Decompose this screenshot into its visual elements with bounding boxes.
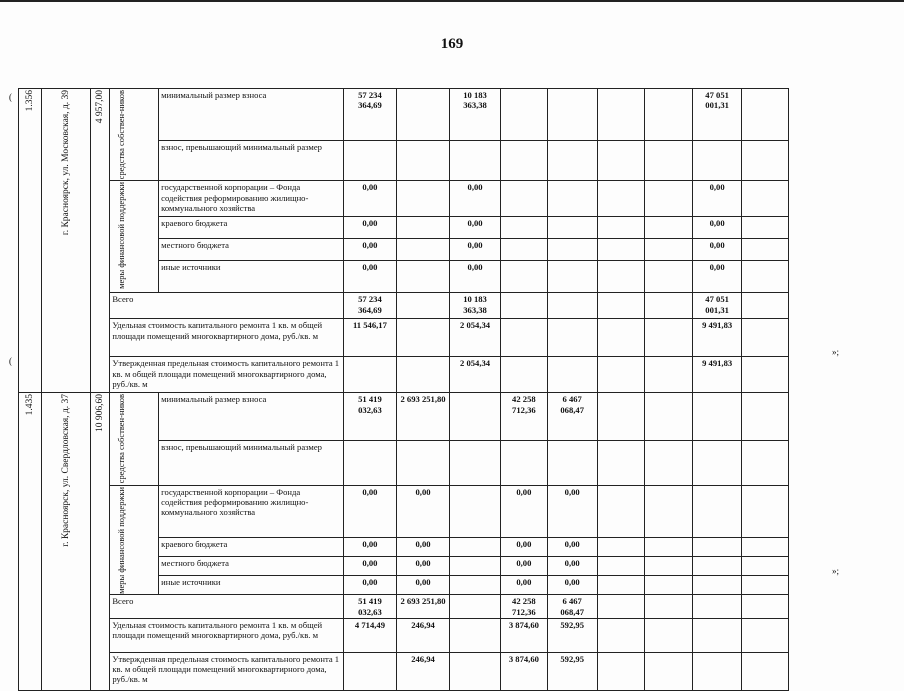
row-label: иные источники (159, 261, 344, 293)
area-cell-text: 10 906,60 (95, 394, 106, 433)
value-cell (597, 595, 645, 618)
value-cell (693, 595, 742, 618)
value-cell (742, 357, 789, 393)
row-label: государственной корпорации – Фонда содействия реформированию жилищно-коммунального хозяйства (159, 485, 344, 537)
value-cell (547, 319, 597, 357)
value-cell: 10 183 363,38 (450, 293, 501, 319)
value-cell (742, 485, 789, 537)
value-cell: 42 258 712,36 (501, 393, 548, 441)
value-cell: 0,00 (450, 181, 501, 217)
value-cell (645, 393, 693, 441)
seq-number-cell-text: 1.356 (25, 90, 36, 112)
value-cell (396, 141, 449, 181)
value-cell (501, 181, 548, 217)
value-cell (742, 652, 789, 690)
value-cell (693, 441, 742, 485)
owner-funds-group (110, 89, 159, 181)
row-label: государственной корпорации – Фонда содействия реформированию жилищно-коммунального хозяйства (159, 181, 344, 217)
value-cell: 10 183 363,38 (450, 89, 501, 141)
value-cell (742, 141, 789, 181)
row-end-mark: »; (832, 566, 840, 576)
value-cell: 592,95 (547, 652, 597, 690)
address-cell-text: г. Красноярск, ул. Свердловская, д. 37 (61, 394, 72, 548)
value-cell (693, 576, 742, 595)
value-cell (450, 652, 501, 690)
address-cell (42, 393, 91, 691)
table-row (19, 89, 826, 141)
value-cell (597, 537, 645, 556)
area-cell-text: 4 957,00 (95, 90, 106, 124)
value-cell (645, 181, 693, 217)
value-cell: 2 054,34 (450, 357, 501, 393)
value-cell (645, 652, 693, 690)
value-cell (742, 595, 789, 618)
row-label: взнос, превышающий минимальный размер (159, 441, 344, 485)
table-row (19, 293, 826, 319)
row-label: взнос, превышающий минимальный размер (159, 141, 344, 181)
value-cell (547, 217, 597, 239)
value-cell (693, 485, 742, 537)
value-cell: 57 234 364,69 (343, 293, 396, 319)
value-cell (742, 441, 789, 485)
value-cell: 11 546,17 (343, 319, 396, 357)
value-cell (645, 441, 693, 485)
value-cell: 0,00 (501, 576, 548, 595)
value-cell (501, 141, 548, 181)
value-cell (645, 239, 693, 261)
value-cell (742, 576, 789, 595)
value-cell: 51 419 032,63 (343, 595, 396, 618)
row-label: Удельная стоимость капитального ремонта 1 кв. м общей площади помещений многоквартирного дома, руб./кв. м (110, 319, 344, 357)
value-cell (547, 89, 597, 141)
value-cell (450, 576, 501, 595)
value-cell (742, 618, 789, 652)
value-cell (693, 652, 742, 690)
value-cell: 2 054,34 (450, 319, 501, 357)
value-cell: 0,00 (396, 557, 449, 576)
value-cell: 0,00 (693, 261, 742, 293)
value-cell (742, 261, 789, 293)
value-cell (742, 319, 789, 357)
value-cell (742, 89, 789, 141)
value-cell (396, 89, 449, 141)
value-cell (693, 618, 742, 652)
value-cell (597, 261, 645, 293)
value-cell (396, 239, 449, 261)
value-cell (501, 319, 548, 357)
value-cell: 0,00 (693, 239, 742, 261)
value-cell: 3 874,60 (501, 652, 548, 690)
value-cell (501, 293, 548, 319)
value-cell (645, 261, 693, 293)
area-cell (91, 393, 110, 691)
table-row (19, 393, 826, 441)
value-cell: 0,00 (396, 537, 449, 556)
value-cell: 2 693 251,80 (396, 393, 449, 441)
value-cell (693, 141, 742, 181)
value-cell (693, 393, 742, 441)
value-cell: 6 467 068,47 (547, 393, 597, 441)
value-cell (501, 89, 548, 141)
financial-support-group (110, 485, 159, 595)
value-cell (450, 537, 501, 556)
value-cell: 0,00 (501, 485, 548, 537)
row-label: минимальный размер взноса (159, 89, 344, 141)
value-cell (501, 441, 548, 485)
value-cell (450, 485, 501, 537)
value-cell (645, 485, 693, 537)
value-cell (645, 293, 693, 319)
value-cell (597, 357, 645, 393)
value-cell (396, 293, 449, 319)
row-label: местного бюджета (159, 239, 344, 261)
value-cell (343, 652, 396, 690)
table-row (19, 595, 826, 618)
value-cell: 4 714,49 (343, 618, 396, 652)
page-number: 169 (440, 36, 464, 52)
value-cell (693, 557, 742, 576)
value-cell (547, 261, 597, 293)
seq-number-cell (19, 89, 42, 393)
value-cell (597, 393, 645, 441)
value-cell: 0,00 (450, 261, 501, 293)
value-cell (547, 239, 597, 261)
value-cell: 0,00 (343, 181, 396, 217)
value-cell (343, 141, 396, 181)
value-cell: 47 051 001,31 (693, 293, 742, 319)
value-cell (742, 557, 789, 576)
value-cell: 0,00 (547, 557, 597, 576)
row-label: Всего (110, 293, 344, 319)
value-cell: 0,00 (450, 239, 501, 261)
value-cell (343, 357, 396, 393)
value-cell: 0,00 (547, 537, 597, 556)
value-cell: 47 051 001,31 (693, 89, 742, 141)
value-cell: 0,00 (343, 557, 396, 576)
value-cell (597, 319, 645, 357)
table-row (19, 652, 826, 690)
value-cell: 0,00 (501, 557, 548, 576)
value-cell (645, 618, 693, 652)
value-cell: 0,00 (343, 576, 396, 595)
value-cell (450, 393, 501, 441)
owner-funds-group (110, 393, 159, 485)
margin-mark: ( (9, 92, 12, 102)
capital-repair-table (18, 88, 826, 691)
value-cell (597, 576, 645, 595)
row-label: Утвержденная предельная стоимость капитального ремонта 1 кв. м общей площади помещений многоквартирного дома, руб./кв. м (110, 357, 344, 393)
row-label: краевого бюджета (159, 217, 344, 239)
value-cell (742, 181, 789, 217)
address-cell-text: г. Красноярск, ул. Московская, д. 39 (61, 90, 72, 236)
value-cell (450, 595, 501, 618)
row-label: местного бюджета (159, 557, 344, 576)
value-cell (396, 217, 449, 239)
value-cell (597, 239, 645, 261)
value-cell: 0,00 (547, 485, 597, 537)
value-cell: 42 258 712,36 (501, 595, 548, 618)
value-cell (547, 441, 597, 485)
value-cell: 0,00 (693, 181, 742, 217)
value-cell (450, 441, 501, 485)
value-cell: 0,00 (693, 217, 742, 239)
seq-number-cell (19, 393, 42, 691)
row-label: Утвержденная предельная стоимость капитального ремонта 1 кв. м общей площади помещений многоквартирного дома, руб./кв. м (110, 652, 344, 690)
value-cell (450, 618, 501, 652)
value-cell (396, 181, 449, 217)
value-cell (645, 141, 693, 181)
margin-mark: ( (9, 356, 12, 366)
value-cell: 0,00 (343, 261, 396, 293)
owner-funds-label: средства собствен-ников (116, 394, 127, 484)
row-label: минимальный размер взноса (159, 393, 344, 441)
value-cell (597, 557, 645, 576)
value-cell: 57 234 364,69 (343, 89, 396, 141)
table-row (19, 181, 826, 217)
scan-edge-line (0, 0, 904, 2)
value-cell: 0,00 (343, 537, 396, 556)
value-cell (597, 441, 645, 485)
financial-support-label: меры финансовой поддержки (116, 486, 127, 594)
value-cell (645, 595, 693, 618)
value-cell (597, 293, 645, 319)
row-label: Всего (110, 595, 344, 618)
value-cell: 0,00 (343, 217, 396, 239)
area-cell (91, 89, 110, 393)
value-cell (396, 441, 449, 485)
value-cell (396, 261, 449, 293)
value-cell: 0,00 (547, 576, 597, 595)
value-cell (547, 141, 597, 181)
financial-support-group (110, 181, 159, 293)
value-cell (742, 393, 789, 441)
value-cell (645, 319, 693, 357)
value-cell (597, 485, 645, 537)
row-end-mark: »; (832, 347, 840, 357)
value-cell (693, 537, 742, 556)
value-cell (396, 357, 449, 393)
value-cell (501, 357, 548, 393)
value-cell (742, 239, 789, 261)
value-cell: 0,00 (450, 217, 501, 239)
value-cell (501, 261, 548, 293)
value-cell: 0,00 (343, 485, 396, 537)
table-row (19, 485, 826, 537)
row-label: Удельная стоимость капитального ремонта 1 кв. м общей площади помещений многоквартирного дома, руб./кв. м (110, 618, 344, 652)
value-cell (597, 652, 645, 690)
value-cell (597, 141, 645, 181)
row-label: краевого бюджета (159, 537, 344, 556)
table-row (19, 319, 826, 357)
value-cell: 0,00 (396, 485, 449, 537)
row-label: иные источники (159, 576, 344, 595)
value-cell (597, 618, 645, 652)
value-cell: 6 467 068,47 (547, 595, 597, 618)
value-cell: 592,95 (547, 618, 597, 652)
value-cell: 51 419 032,63 (343, 393, 396, 441)
value-cell (547, 293, 597, 319)
seq-number-cell-text: 1.435 (25, 394, 36, 416)
value-cell (645, 557, 693, 576)
value-cell (501, 239, 548, 261)
value-cell (450, 141, 501, 181)
value-cell (343, 441, 396, 485)
value-cell (450, 557, 501, 576)
table-row (19, 618, 826, 652)
value-cell: 9 491,83 (693, 357, 742, 393)
value-cell: 2 693 251,80 (396, 595, 449, 618)
financial-support-label: меры финансовой поддержки (116, 182, 127, 290)
value-cell: 0,00 (501, 537, 548, 556)
value-cell (396, 319, 449, 357)
value-cell: 9 491,83 (693, 319, 742, 357)
value-cell (597, 181, 645, 217)
value-cell (547, 357, 597, 393)
value-cell: 0,00 (396, 576, 449, 595)
value-cell (597, 89, 645, 141)
value-cell: 0,00 (343, 239, 396, 261)
value-cell: 246,94 (396, 652, 449, 690)
value-cell (501, 217, 548, 239)
address-cell (42, 89, 91, 393)
value-cell (645, 576, 693, 595)
value-cell (645, 357, 693, 393)
value-cell (742, 293, 789, 319)
value-cell: 3 874,60 (501, 618, 548, 652)
value-cell (645, 89, 693, 141)
owner-funds-label: средства собствен-ников (116, 90, 127, 180)
value-cell (742, 217, 789, 239)
table-row (19, 357, 826, 393)
value-cell (645, 217, 693, 239)
value-cell: 246,94 (396, 618, 449, 652)
value-cell (742, 537, 789, 556)
value-cell (597, 217, 645, 239)
value-cell (645, 537, 693, 556)
value-cell (547, 181, 597, 217)
